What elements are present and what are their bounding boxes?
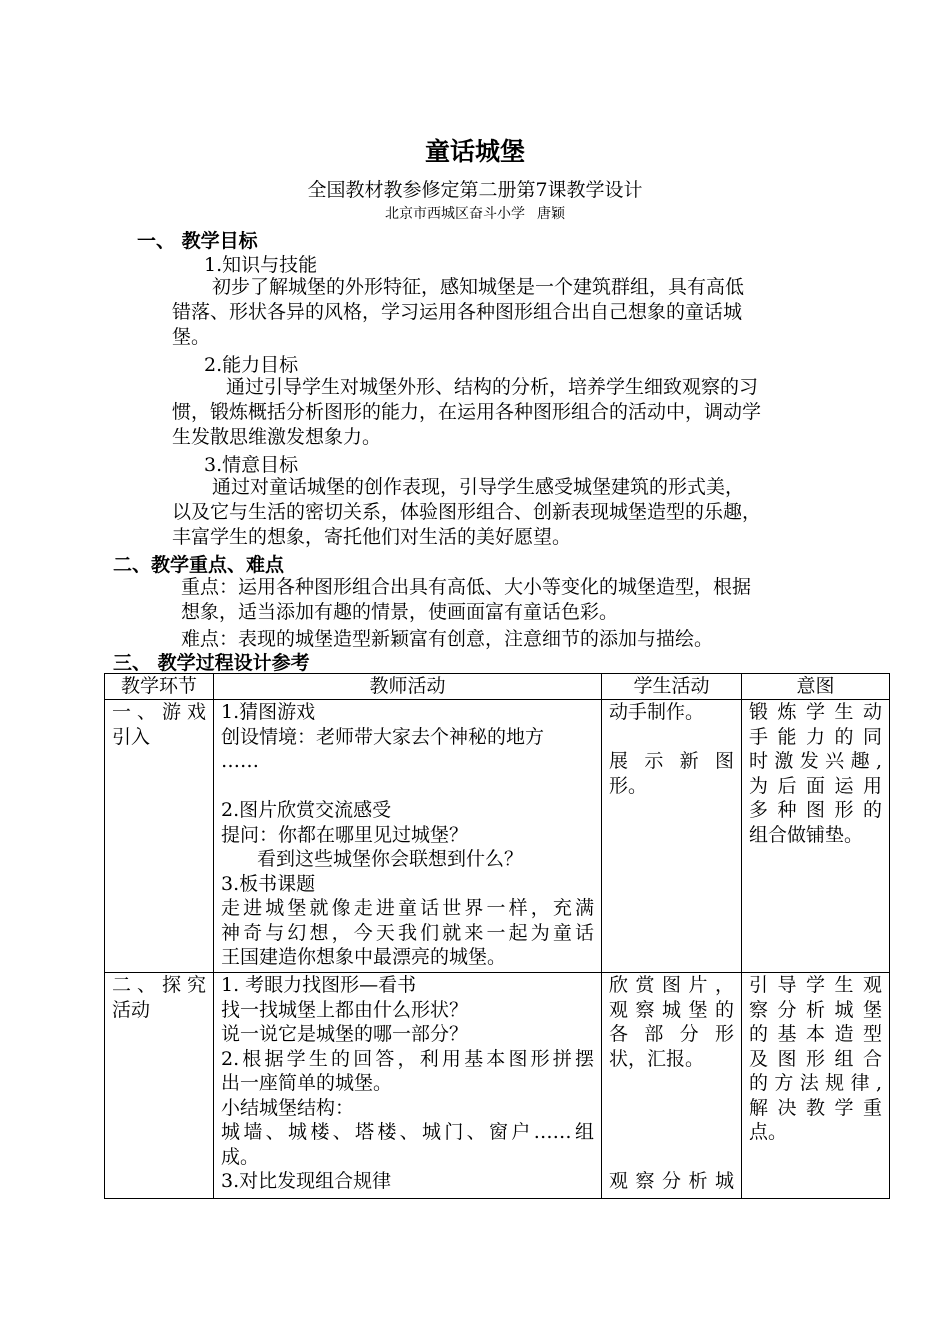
paragraph-line: 通过引导学生对城堡外形、结构的分析，培养学生细致观察的习 [226, 376, 759, 398]
paragraph-line: 生发散思维激发想象力。 [172, 426, 382, 448]
student-cell [602, 973, 742, 1199]
table-header-row [105, 674, 890, 700]
cell-line: 形。 [609, 774, 648, 797]
cell-line: 锻炼学生动 [749, 701, 882, 723]
page-title: 童话城堡 [424, 137, 525, 166]
header-stage: 教学环节 [105, 674, 214, 700]
cell-line: 3.板书课题 [221, 872, 316, 895]
cell-line: 城墙、城楼、塔楼、城门、窗户……组 [221, 1121, 594, 1143]
cell-line: 1.猜图游戏 [221, 701, 316, 723]
author-name: 唐颖 [537, 206, 565, 222]
teacher-cell [214, 700, 602, 973]
cell-line: 出一座简单的城堡。 [221, 1072, 393, 1094]
cell-line: 看到这些城堡你会联想到什么？ [257, 848, 524, 870]
paragraph-line: 通过对童话城堡的创作表现，引导学生感受城堡建筑的形式美， [212, 476, 745, 498]
emotion-paragraph [172, 475, 837, 550]
cell-line: 的方法规律, [749, 1072, 882, 1094]
paragraph-line: 丰富学生的想象，寄托他们对生活的美好愿望。 [172, 526, 572, 548]
cell-line: 提问：你都在哪里见过城堡？ [221, 823, 469, 846]
cell-line: …… [221, 750, 259, 772]
cell-line: 引导学生观 [749, 974, 882, 996]
cell-line: 成。 [221, 1145, 260, 1168]
paragraph-line: 想象，适当添加有趣的情景，使画面富有童话色彩。 [181, 601, 619, 623]
intent-cell [742, 700, 890, 973]
school-name: 北京市西城区奋斗小学 [385, 206, 525, 222]
cell-line: 动手制作。 [609, 701, 705, 723]
process-table [104, 673, 890, 1199]
cell-line: 走进城堡就像走进童话世界一样，充满 [221, 897, 594, 919]
author-line [0, 203, 950, 223]
paragraph-line: 以及它与生活的密切关系，体验图形组合、创新表现城堡造型的乐趣， [172, 501, 762, 523]
blank-line [609, 725, 734, 750]
cell-line: 及图形组合 [749, 1047, 882, 1070]
ability-label: 2.能力目标 [204, 354, 299, 376]
paragraph-line: 惯，锻炼概括分析图形的能力，在运用各种图形组合的活动中，调动学 [172, 401, 762, 423]
header-teacher: 教师活动 [214, 674, 602, 700]
cell-line: 神奇与幻想，今天我们就来一起为童话 [221, 921, 594, 944]
knowledge-paragraph [172, 275, 837, 350]
paragraph-line: 错落、形状各异的风格，学习运用各种图形组合出自己想象的童话城 [172, 301, 743, 323]
cell-line: 组合做铺垫。 [749, 823, 864, 846]
cell-line: 1. 考眼力找图形—看书 [221, 974, 417, 996]
cell-line: 多种图形的 [749, 799, 882, 821]
stage-cell [105, 973, 214, 1199]
cell-line: 解决教学重 [749, 1096, 882, 1119]
cell-line: 找一找城堡上都由什么形状？ [221, 998, 469, 1021]
student-cell [602, 700, 742, 973]
emotion-label: 3.情意目标 [204, 454, 299, 476]
cell-line: 小结城堡结构： [221, 1096, 355, 1119]
cell-line: 手能力的同 [749, 725, 882, 748]
section2-heading: 二、教学重点、难点 [113, 554, 285, 576]
cell-line: 时激发兴趣, [749, 750, 882, 772]
cell-line: 王国建造你想象中最漂亮的城堡。 [221, 946, 507, 968]
cell-line: 创设情境：老师带大家去个神秘的地方 [221, 725, 545, 748]
cell-line: 引入 [112, 725, 151, 748]
section1-heading: 一、 教学目标 [137, 230, 258, 252]
cell-line: 欣赏图片， [609, 974, 734, 996]
header-intent: 意图 [742, 674, 890, 700]
header-student: 学生活动 [602, 674, 742, 700]
cell-line: 二、探究 [112, 974, 206, 996]
section3-heading: 三、 教学过程设计参考 [113, 652, 310, 674]
cell-line: 为后面运用 [749, 774, 882, 797]
table-row [105, 973, 890, 1199]
blank-line [609, 1071, 734, 1096]
cell-line: 状，汇报。 [609, 1047, 705, 1070]
cell-line: 一、游戏 [112, 701, 206, 723]
intent-cell [742, 973, 890, 1199]
blank-line [609, 1096, 734, 1121]
cell-line: 展 示 新 图 [609, 750, 734, 772]
paragraph-line: 堡。 [172, 326, 211, 348]
cell-line: 观察分析城 [609, 1170, 734, 1192]
cell-line: 观察城堡的 [609, 998, 734, 1021]
cell-line: 2.根据学生的回答，利用基本图形拼摆 [221, 1047, 594, 1070]
cell-line: 3.对比发现组合规律 [221, 1170, 392, 1192]
blank-line [609, 1120, 734, 1145]
knowledge-label: 1.知识与技能 [204, 254, 318, 276]
difficulty-line: 难点：表现的城堡造型新颖富有创意，注意细节的添加与描绘。 [181, 628, 714, 650]
cell-line: 2.图片欣赏交流感受 [221, 799, 392, 821]
paragraph-line: 重点：运用各种图形组合出具有高低、大小等变化的城堡造型，根据 [181, 576, 752, 598]
cell-line: 点。 [749, 1121, 788, 1143]
key-point-paragraph [181, 575, 837, 625]
page-subtitle: 全国教材教参修定第二册第7课教学设计 [307, 179, 643, 201]
table-row [105, 700, 890, 973]
paragraph-line: 初步了解城堡的外形特征，感知城堡是一个建筑群组，具有高低 [212, 276, 745, 298]
cell-line: 各 部 分 形 [609, 1023, 734, 1045]
cell-line: 的基本造型 [749, 1023, 882, 1045]
stage-cell [105, 700, 214, 973]
teacher-cell [214, 973, 602, 1199]
ability-paragraph [172, 375, 837, 450]
blank-line [609, 1145, 734, 1170]
cell-line: 活动 [112, 998, 151, 1021]
cell-line: 说一说它是城堡的哪一部分？ [221, 1023, 469, 1045]
cell-line: 察分析城堡 [749, 998, 882, 1021]
blank-line [221, 774, 594, 799]
